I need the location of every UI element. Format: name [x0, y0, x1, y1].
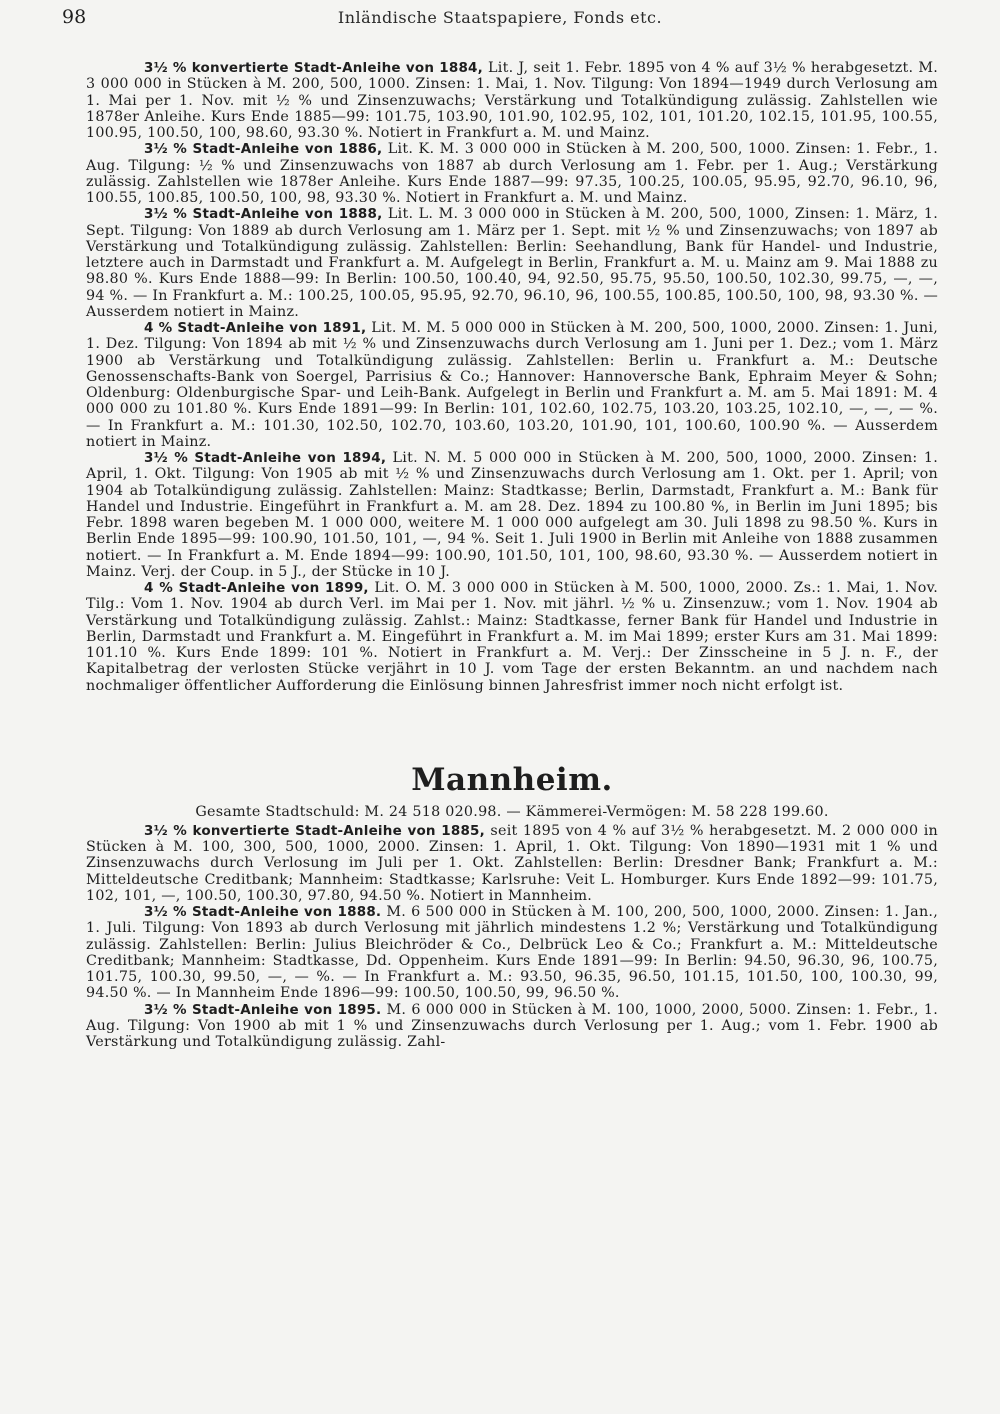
page-number: 98	[62, 6, 87, 28]
bond-text: Lit. M. M. 5 000 000 in Stücken à M. 200, 500, 1000, 2000. Zinsen: 1. Juni, 1. Dez. Tilgung: Von 1894 ab mit ½ % und Zinsenzuwachs durch Verlosung am 1. Juni per 1. Dez.; vom 1. März 1900 ab Verstärkung und Totalkündigung zulässig. Zahlstellen: Berlin u. Frankfurt a. M.: Deutsche Genossenschafts-Bank von Soergel, Parrisius & Co.; Hannover: Hannoversche Bank, Ephraim Meyer & Sohn; Oldenburg: Oldenburgische Spar- und Leih-Bank. Aufgelegt in Berlin und Frankfurt a. M. am 5. Mai 1891: M. 4 000 000 zu 101.80 %. Kurs Ende 1891—99: In Berlin: 101, 102.60, 102.75, 103.20, 103.25, 102.10, —, —, — %. — In Frankfurt a. M.: 101.30, 102.50, 102.70, 103.60, 103.20, 101.90, 101, 100.60, 100.90 %. — Ausserdem notiert in Mainz.	[86, 320, 939, 450]
bond-entry	[86, 1002, 938, 1051]
bond-heading: 3½ % Stadt-Anleihe von 1894,	[144, 450, 387, 466]
bond-heading: 3½ % konvertierte Stadt-Anleihe von 1885,	[144, 822, 485, 839]
bond-text: M. 6 500 000 in Stücken à M. 100, 200, 500, 1000, 2000. Zinsen: 1. Jan., 1. Juli. Tilgung: Von 1893 ab durch Verlosung mit jährlich mindestens 1.2 %; Verstärkung und Totalkündigung zulässig. Zahlstellen: Berlin: Julius Bleichröder & Co., Delbrück Leo & Co.; Frankfurt a. M.: Mitteldeutsche Creditbank; Mannheim: Stadtkasse, Dd. Oppenheim. Kurs Ende 1891—99: In Berlin: 94.50, 96.30, 96, 100.75, 101.75, 100.30, 99.50, —, — %. — In Frankfurt a. M.: 93.50, 96.35, 96.50, 101.15, 101.50, 100, 100.30, 99, 94.50 %. — In Mannheim Ende 1896—99: 100.50, 100.50, 99, 96.50 %.	[86, 904, 938, 1002]
bond-heading: 3½ % konvertierte Stadt-Anleihe von 1884,	[144, 60, 483, 76]
bond-entry	[86, 823, 938, 904]
bond-heading: 3½ % Stadt-Anleihe von 1888,	[144, 206, 383, 223]
bond-text: seit 1895 von 4 % auf 3½ % herabgesetzt. M. 2 000 000 in Stücken à M. 100, 300, 500, 1000, 2000. Zinsen: 1. April, 1. Okt. Tilgung: Von 1890—1931 mit 1 % und Zinsenzuwachs durch Verlosung im Juli per 1. Okt. Zahlstellen: Berlin: Dresdner Bank; Frankfurt a. M.: Mitteldeutsche Creditbank; Mannheim: Stadtkasse; Karlsruhe: Veit L. Homburger. Kurs Ende 1892—99: 101.75, 102, 101, —, 100.50, 100.30, 97.80, 94.50 %. Notiert in Mannheim.	[86, 822, 939, 904]
bond-heading: 3½ % Stadt-Anleihe von 1895.	[144, 1001, 382, 1018]
bond-heading: 4 % Stadt-Anleihe von 1899,	[144, 580, 369, 596]
bond-entry	[86, 206, 938, 320]
bond-text: Lit. N. M. 5 000 000 in Stücken à M. 200, 500, 1000, 2000. Zinsen: 1. April, 1. Okt. Tilgung: Von 1905 ab mit ½ % und Zinsenzuwachs durch Verlosung am 1. Okt. per 1. April; von 1904 ab Totalkündigung zulässig. Zahlstellen: Mainz: Stadtkasse; Berlin, Darmstadt, Frankfurt a. M.: Bank für Handel und Industrie. Eingeführt in Frankfurt a. M. am 28. Dez. 1894 zu 100.80 %, in Berlin im Juni 1895; bis Febr. 1898 waren begeben M. 1 000 000, weitere M. 1 000 000 aufgelegt am 30. Juli 1898 zu 98.50 %. Kurs in Berlin Ende 1895—99: 100.90, 101.50, 101, —, 94 %. Seit 1. Juli 1900 in Berlin mit Anleihe von 1888 zusammen notiert. — In Frankfurt a. M. Ende 1894—99: 100.90, 101.50, 101, 100, 98.60, 93.30 %. — Ausserdem notiert in Mainz. Verj. der Coup. in 5 J., der Stücke in 10 J.	[86, 450, 938, 580]
bond-text: Lit. J, seit 1. Febr. 1895 von 4 % auf 3½ % herabgesetzt. M. 3 000 000 in Stücken à M. 200, 500, 1000. Zinsen: 1. Mai, 1. Nov. Tilgung: Von 1894—1949 durch Verlosung am 1. Mai per 1. Nov. mit ½ % und Zinsenzuwachs; Verstärkung und Totalkündigung zulässig. Zahlstellen wie 1878er Anleihe. Kurs Ende 1885—99: 101.75, 103.90, 101.90, 102.95, 102, 101, 101.20, 102.15, 101.95, 100.55, 100.95, 100.50, 100, 98.60, 93.30 %. Notiert in Frankfurt a. M. und Mainz.	[86, 60, 939, 141]
bond-entry	[86, 320, 938, 450]
bond-heading: 4 % Stadt-Anleihe von 1891,	[144, 320, 367, 336]
bond-entry	[86, 141, 938, 206]
bond-text: M. 6 000 000 in Stücken à M. 100, 1000, 2000, 5000. Zinsen: 1. Febr., 1. Aug. Tilgung: Von 1900 ab mit 1 % und Zinsenzuwachs durch Verlosung per 1. Aug.; vom 1. Febr. 1900 ab Verstärkung und Totalkündigung zulässig. Zahl-	[86, 1001, 938, 1050]
bond-heading: 3½ % Stadt-Anleihe von 1888.	[144, 904, 382, 920]
section-summary: Gesamte Stadtschuld: M. 24 518 020.98. — Kämmerei-Vermögen: M. 58 228 199.60.	[195, 803, 829, 820]
bond-heading: 3½ % Stadt-Anleihe von 1886,	[144, 141, 383, 158]
page-header	[0, 6, 1000, 32]
bond-entry	[86, 60, 938, 141]
running-title: Inländische Staatspapiere, Fonds etc.	[337, 8, 663, 27]
bond-text: Lit. K. M. 3 000 000 in Stücken à M. 200, 500, 1000. Zinsen: 1. Febr., 1. Aug. Tilgung: ½ % und Zinsenzuwachs von 1887 ab durch Verlosung am 1. Febr. per 1. Aug.; Verstärkung zulässig. Zahlstellen wie 1878er Anleihe. Kurs Ende 1887—99: 97.35, 100.25, 100.05, 95.95, 92.70, 96.10, 96, 100.55, 100.85, 100.50, 100, 98, 93.30 %. Notiert in Frankfurt a. M. und Mainz.	[86, 141, 938, 206]
bond-entry	[86, 580, 938, 694]
bond-entry	[86, 904, 938, 1002]
bond-text: Lit. L. M. 3 000 000 in Stücken à M. 200, 500, 1000, Zinsen: 1. März, 1. Sept. Tilgung: Von 1889 ab durch Verlosung am 1. März per 1. Sept. mit ½ % und Zinsenzuwachs; von 1897 ab Verstärkung und Totalkündigung zulässig. Zahlstellen: Berlin: Seehandlung, Bank für Handel- und Industrie, letztere auch in Darmstadt und Frankfurt a. M. Aufgelegt in Berlin, Frankfurt a. M. u. Mainz am 9. Mai 1888 zu 98.80 %. Kurs Ende 1888—99: In Berlin: 100.50, 100.40, 94, 92.50, 95.75, 95.50, 100.50, 102.30, 99.75, —, —, 94 %. — In Frankfurt a. M.: 100.25, 100.05, 95.95, 92.70, 96.10, 96, 100.55, 100.85, 100.50, 100, 98, 93.30 %. — Ausserdem notiert in Mainz.	[86, 206, 938, 320]
bond-entry	[86, 450, 938, 580]
bond-text: Lit. O. M. 3 000 000 in Stücken à M. 500, 1000, 2000. Zs.: 1. Mai, 1. Nov. Tilg.: Vom 1. Nov. 1904 ab durch Verl. im Mai per 1. Nov. mit jährl. ½ % u. Zinsenzuw.; vom 1. Nov. 1904 ab Verstärkung und Totalkündigung zulässig. Zahlst.: Mainz: Stadtkasse, ferner Bank für Handel und Industrie in Berlin, Darmstadt und Frankfurt a. M. Eingeführt in Frankfurt a. M. im Mai 1899; erster Kurs am 31. Mai 1899: 101.10 %. Kurs Ende 1899: 101 %. Notiert in Frankfurt a. M. Verj.: Der Zinsscheine in 5 J. n. F., der Kapitalbetrag der verlosten Stücke verjährt in 10 J. vom Tage der ersten Bekanntm. an und nachdem nach nochmaliger öffentlicher Aufforderung die Einlösung binnen Jahresfrist immer noch nicht erfolgt ist.	[86, 580, 938, 694]
page-content	[86, 60, 938, 1050]
section-title: Mannheim.	[411, 761, 613, 798]
